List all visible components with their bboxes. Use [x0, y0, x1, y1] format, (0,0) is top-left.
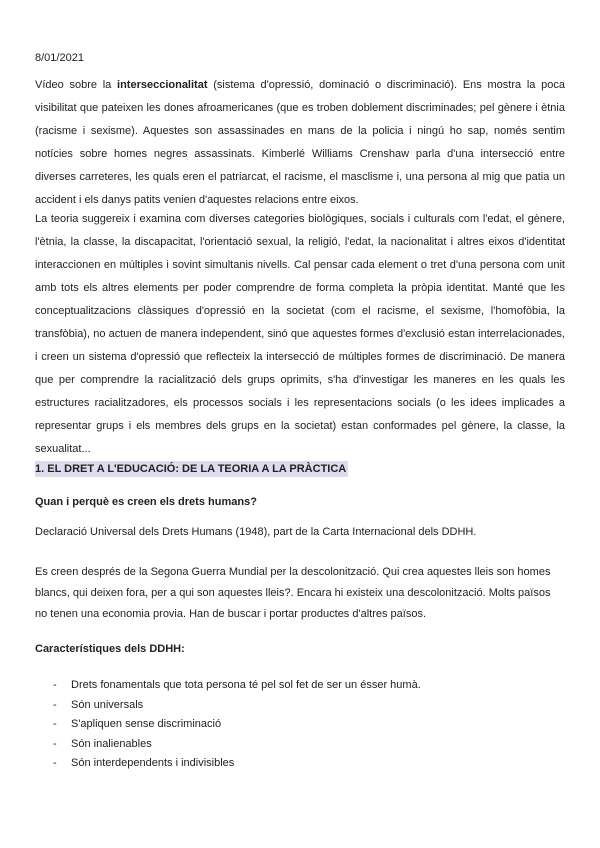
bullet-dash: - [53, 718, 57, 730]
bullet-dash: - [53, 757, 57, 769]
intro-paragraph [35, 74, 565, 212]
list-item-text: Són inalienables [71, 737, 152, 750]
bullet-dash: - [53, 679, 57, 691]
intro-text-after: (sistema d'opressió, dominació o discriminació). Ens mostra la poca visibilitat que pateixen les dones afroamericanes (que es troben doblement discriminades; pel gènere i ètnia (racisme i sexisme). Aquestes son assassinades en mans de la policia i ningú ho sap, només sentim notícies sobre homes negres assassinats. Kimberlé Williams Crenshaw parla d'una intersecció entre diverses carreteres, les quals eren el patriarcat, el racisme, el masclisme i, una persona al mig que patia un accident i els danys patits venien d'aquestes relacions entre eixos. [35, 79, 565, 206]
intro-key-term: interseccionalitat [117, 79, 208, 91]
question-heading: Quan i perquè es creen els drets humans? [35, 496, 257, 508]
list-item-text: Són interdependents i indivisibles [71, 757, 235, 769]
theory-paragraph: La teoria suggereix i examina com diverses categories biològiques, socials i culturals com l'edat, el gènere, l'ètnia, la classe, la discapacitat, l'orientació sexual, la religió, l'edat, la nacionalitat i altres eixos d'identitat interaccionen en múltiples i sovint simultanis nivells. Cal pensar cada element o tret d'una persona com unit amb tots els altres elements per poder comprendre de forma completa la pròpia identitat. Manté que les conceptualitzacions clàssiques d'opressió en la societat (com el racisme, el sexisme, l'homofòbia, la transfòbia), no actuen de manera independent, sinó que aquestes formes d'exclusió estan interrelacionades, i creen un sistema d'opressió que reflecteix la intersecció de múltiples formes de discriminació. De manera que per comprendre la racialització dels grups oprimits, s'ha d'investigar les maneres en les quals les estructures racialitzadores, els processos socials i les representacions socials (o les idees implicades a representar grups i els membres dels grups en la societat) estan conformades pel gènere, la classe, la sexualitat... [35, 213, 565, 455]
list-item-text: S'apliquen sense discriminació [71, 718, 222, 730]
decolonization-paragraph: Es creen després de la Segona Guerra Mundial per la descolonització. Qui crea aquestes lleis son homes blancs, qui deixen fora, per a qui son aquestes lleis?. Encara hi existeix una descolonització. Molts països no tenen una economia provia. Han de buscar i portar productes d'altres països. [35, 566, 551, 620]
bullet-dash: - [53, 737, 57, 750]
list-item [35, 754, 421, 774]
declaration-text: Declaració Universal dels Drets Humans (1948), part de la Carta Internacional dels DDHH. [35, 526, 477, 538]
characteristics-list [35, 676, 421, 774]
characteristics-heading: Característiques dels DDHH: [35, 643, 185, 655]
list-item-text: Drets fonamentals que tota persona té pel sol fet de ser un ésser humà. [71, 679, 421, 691]
section-heading: 1. EL DRET A L'EDUCACIÓ: DE LA TEORIA A LA PRÀCTICA [35, 463, 347, 475]
list-item [35, 676, 421, 696]
list-item [35, 696, 421, 716]
document-date: 8/01/2021 [35, 52, 84, 64]
bullet-dash: - [53, 698, 57, 711]
list-item [35, 715, 421, 735]
list-item-text: Són universals [71, 698, 144, 711]
intro-text-before: Vídeo sobre la [35, 79, 118, 91]
list-item [35, 735, 421, 755]
